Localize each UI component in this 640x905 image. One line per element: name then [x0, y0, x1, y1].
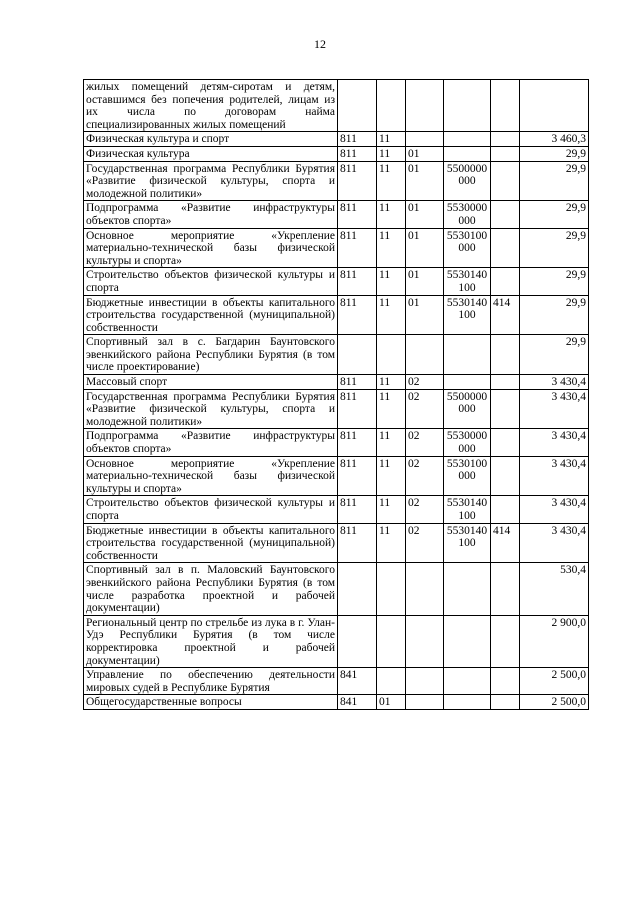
expense-type-cell: [491, 201, 520, 228]
budget-table: [83, 79, 589, 710]
item-name-cell: Спортивный зал в п. Маловский Баунтовского эвенкийского района Республики Бурятия (в том числе разработка проектной и рабочей документации): [84, 563, 338, 615]
target-article-cell: [444, 668, 491, 695]
expense-type-cell: [491, 80, 520, 132]
subsection-code-cell: 02: [406, 429, 444, 456]
subsection-code-cell: 02: [406, 375, 444, 390]
target-article-cell: [444, 80, 491, 132]
item-name-cell: Строительство объектов физической культуры и спорта: [84, 496, 338, 523]
item-name-cell: Подпрограмма «Развитие инфраструктуры объектов спорта»: [84, 429, 338, 456]
amount-cell: 29,9: [520, 268, 589, 295]
admin-code-cell: [338, 615, 377, 667]
subsection-code-cell: [406, 668, 444, 695]
amount-cell: 3 430,4: [520, 389, 589, 429]
expense-type-cell: [491, 615, 520, 667]
target-article-cell: [444, 335, 491, 375]
item-name-cell: Спортивный зал в с. Багдарин Баунтовского эвенкийского района Республики Бурятия (в том числе проектирование): [84, 335, 338, 375]
admin-code-cell: 811: [338, 375, 377, 390]
section-code-cell: [377, 668, 406, 695]
section-code-cell: 11: [377, 132, 406, 147]
section-code-cell: [377, 80, 406, 132]
section-code-cell: [377, 563, 406, 615]
expense-type-cell: [491, 146, 520, 161]
section-code-cell: 11: [377, 429, 406, 456]
target-article-cell: [444, 132, 491, 147]
table-row: [84, 389, 589, 429]
amount-cell: 29,9: [520, 335, 589, 375]
expense-type-cell: 414: [491, 295, 520, 335]
item-name-cell: Государственная программа Республики Бурятия «Развитие физической культуры, спорта и молодежной политики»: [84, 161, 338, 201]
table-row: [84, 668, 589, 695]
target-article-cell: 5530140 100: [444, 496, 491, 523]
amount-cell: 3 460,3: [520, 132, 589, 147]
item-name-cell: Общегосударственные вопросы: [84, 695, 338, 710]
expense-type-cell: [491, 375, 520, 390]
admin-code-cell: 811: [338, 268, 377, 295]
subsection-code-cell: 02: [406, 456, 444, 496]
admin-code-cell: 811: [338, 146, 377, 161]
admin-code-cell: 811: [338, 429, 377, 456]
amount-cell: 2 500,0: [520, 668, 589, 695]
item-name-cell: Основное мероприятие «Укрепление материально-технической базы физической культуры и спорта»: [84, 456, 338, 496]
section-code-cell: 11: [377, 146, 406, 161]
amount-cell: 3 430,4: [520, 375, 589, 390]
section-code-cell: 11: [377, 523, 406, 563]
target-article-cell: 5530140 100: [444, 523, 491, 563]
item-name-cell: Управление по обеспечению деятельности мировых судей в Республике Бурятия: [84, 668, 338, 695]
subsection-code-cell: 01: [406, 268, 444, 295]
amount-cell: 2 900,0: [520, 615, 589, 667]
amount-cell: 29,9: [520, 295, 589, 335]
admin-code-cell: [338, 80, 377, 132]
target-article-cell: 5530100 000: [444, 456, 491, 496]
admin-code-cell: 841: [338, 695, 377, 710]
table-row: [84, 456, 589, 496]
admin-code-cell: 811: [338, 161, 377, 201]
amount-cell: 3 430,4: [520, 456, 589, 496]
section-code-cell: 11: [377, 201, 406, 228]
admin-code-cell: 811: [338, 389, 377, 429]
admin-code-cell: 811: [338, 228, 377, 268]
subsection-code-cell: [406, 132, 444, 147]
subsection-code-cell: [406, 563, 444, 615]
section-code-cell: 11: [377, 375, 406, 390]
admin-code-cell: [338, 563, 377, 615]
expense-type-cell: [491, 496, 520, 523]
expense-type-cell: [491, 161, 520, 201]
item-name-cell: Государственная программа Республики Бурятия «Развитие физической культуры, спорта и молодежной политики»: [84, 389, 338, 429]
expense-type-cell: [491, 668, 520, 695]
target-article-cell: [444, 615, 491, 667]
item-name-cell: Строительство объектов физической культуры и спорта: [84, 268, 338, 295]
section-code-cell: 11: [377, 161, 406, 201]
section-code-cell: 11: [377, 295, 406, 335]
table-row: [84, 201, 589, 228]
amount-cell: 3 430,4: [520, 523, 589, 563]
expense-type-cell: [491, 563, 520, 615]
item-name-cell: Подпрограмма «Развитие инфраструктуры объектов спорта»: [84, 201, 338, 228]
section-code-cell: 11: [377, 228, 406, 268]
expense-type-cell: [491, 228, 520, 268]
subsection-code-cell: 01: [406, 295, 444, 335]
expense-type-cell: [491, 268, 520, 295]
table-row: [84, 295, 589, 335]
subsection-code-cell: [406, 80, 444, 132]
admin-code-cell: 811: [338, 456, 377, 496]
section-code-cell: 11: [377, 389, 406, 429]
target-article-cell: [444, 146, 491, 161]
subsection-code-cell: 01: [406, 146, 444, 161]
item-name-cell: Физическая культура и спорт: [84, 132, 338, 147]
amount-cell: 3 430,4: [520, 496, 589, 523]
expense-type-cell: [491, 695, 520, 710]
section-code-cell: 11: [377, 456, 406, 496]
target-article-cell: 5500000 000: [444, 161, 491, 201]
item-name-cell: жилых помещений детям-сиротам и детям, оставшимся без попечения родителей, лицам из их числа по договорам найма специализированных жилых помещений: [84, 80, 338, 132]
item-name-cell: Бюджетные инвестиции в объекты капитального строительства государственной (муниципальной) собственности: [84, 295, 338, 335]
admin-code-cell: 841: [338, 668, 377, 695]
target-article-cell: 5530100 000: [444, 228, 491, 268]
table-row: [84, 228, 589, 268]
item-name-cell: Физическая культура: [84, 146, 338, 161]
subsection-code-cell: [406, 615, 444, 667]
page-number: 12: [314, 37, 326, 51]
table-row: [84, 132, 589, 147]
expense-type-cell: [491, 132, 520, 147]
section-code-cell: [377, 615, 406, 667]
amount-cell: 29,9: [520, 161, 589, 201]
amount-cell: 530,4: [520, 563, 589, 615]
section-code-cell: 11: [377, 496, 406, 523]
expense-type-cell: [491, 335, 520, 375]
subsection-code-cell: 02: [406, 389, 444, 429]
item-name-cell: Бюджетные инвестиции в объекты капитального строительства государственной (муниципальной) собственности: [84, 523, 338, 563]
amount-cell: [520, 80, 589, 132]
subsection-code-cell: [406, 695, 444, 710]
target-article-cell: 5530000 000: [444, 201, 491, 228]
amount-cell: 3 430,4: [520, 429, 589, 456]
table-row: [84, 523, 589, 563]
section-code-cell: 01: [377, 695, 406, 710]
expense-type-cell: [491, 389, 520, 429]
admin-code-cell: [338, 335, 377, 375]
subsection-code-cell: 02: [406, 496, 444, 523]
subsection-code-cell: [406, 335, 444, 375]
table-row: [84, 375, 589, 390]
section-code-cell: [377, 335, 406, 375]
table-row: [84, 563, 589, 615]
budget-table-body: [84, 80, 589, 710]
amount-cell: 29,9: [520, 228, 589, 268]
table-row: [84, 80, 589, 132]
expense-type-cell: [491, 456, 520, 496]
table-row: [84, 268, 589, 295]
table-row: [84, 146, 589, 161]
expense-type-cell: [491, 429, 520, 456]
table-row: [84, 615, 589, 667]
admin-code-cell: 811: [338, 295, 377, 335]
amount-cell: 29,9: [520, 201, 589, 228]
table-row: [84, 429, 589, 456]
subsection-code-cell: 01: [406, 161, 444, 201]
target-article-cell: [444, 375, 491, 390]
table-row: [84, 695, 589, 710]
item-name-cell: Региональный центр по стрельбе из лука в г. Улан-Удэ Республики Бурятия (в том числе корректировка проектной и рабочей документации): [84, 615, 338, 667]
target-article-cell: 5530000 000: [444, 429, 491, 456]
table-row: [84, 496, 589, 523]
subsection-code-cell: 02: [406, 523, 444, 563]
subsection-code-cell: 01: [406, 228, 444, 268]
item-name-cell: Основное мероприятие «Укрепление материально-технической базы физической культуры и спорта»: [84, 228, 338, 268]
amount-cell: 2 500,0: [520, 695, 589, 710]
admin-code-cell: 811: [338, 132, 377, 147]
admin-code-cell: 811: [338, 523, 377, 563]
table-row: [84, 335, 589, 375]
admin-code-cell: 811: [338, 496, 377, 523]
table-row: [84, 161, 589, 201]
amount-cell: 29,9: [520, 146, 589, 161]
target-article-cell: 5530140 100: [444, 295, 491, 335]
item-name-cell: Массовый спорт: [84, 375, 338, 390]
subsection-code-cell: 01: [406, 201, 444, 228]
target-article-cell: [444, 563, 491, 615]
section-code-cell: 11: [377, 268, 406, 295]
target-article-cell: [444, 695, 491, 710]
target-article-cell: 5530140 100: [444, 268, 491, 295]
target-article-cell: 5500000 000: [444, 389, 491, 429]
expense-type-cell: 414: [491, 523, 520, 563]
admin-code-cell: 811: [338, 201, 377, 228]
